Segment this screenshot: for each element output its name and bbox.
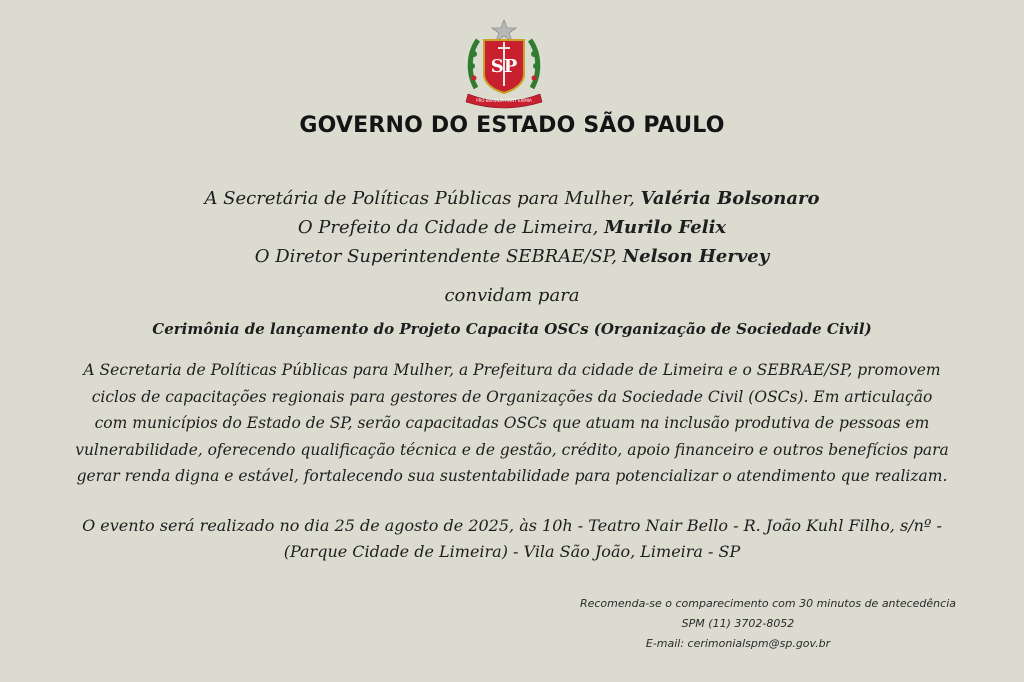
crest-motto: PRO BRASILIA FIANT EXIMIA — [476, 98, 532, 103]
invite-text: convidam para — [444, 285, 580, 306]
description-line: vulnerabilidade, oferecendo qualificação técnica e de gestão, crédito, apoio financeiro e outros benefícios para — [75, 440, 949, 459]
event-title: Cerimônia de lançamento do Projeto Capacita OSCs (Organização de Sociedade Civil) — [152, 320, 872, 338]
description-line: ciclos de capacitações regionais para gestores de Organizações da Sociedade Civil (OSCs). Em articulação — [91, 387, 933, 406]
footer-recommendation: Recomenda-se o comparecimento com 30 minutos de antecedência — [579, 597, 956, 610]
description-line: gerar renda digna e estável, fortalecendo sua sustentabilidade para potencializar o atendimento que realizam. — [76, 467, 948, 485]
footer-contact — [520, 594, 956, 654]
description-line: com municípios do Estado de SP, serão capacitadas OSCs que atuam na inclusão produtiva de pessoas em — [94, 414, 930, 432]
host-role: O Prefeito da Cidade de Limeira, — [297, 217, 605, 238]
footer-phone: SPM (11) 3702-8052 — [681, 617, 795, 630]
host-role: O Diretor Superintendente SEBRAE/SP, — [254, 246, 623, 267]
host-role: A Secretária de Políticas Públicas para Mulher, — [204, 188, 641, 209]
host-line — [0, 242, 1024, 271]
sp-coat-of-arms-icon — [462, 18, 546, 110]
crest-monogram: SP — [490, 56, 518, 77]
host-name: Valéria Bolsonaro — [640, 188, 820, 209]
host-name: Murilo Felix — [604, 217, 727, 238]
event-details-line: O evento será realizado no dia 25 de agosto de 2025, às 10h - Teatro Nair Bello - R. João Kuhl Filho, s/nº - — [82, 516, 942, 535]
hosts-block — [0, 184, 1024, 271]
event-description — [50, 357, 974, 490]
page-title: GOVERNO DO ESTADO SÃO PAULO — [299, 113, 725, 138]
event-details — [40, 513, 984, 565]
footer-email: E-mail: cerimonialspm@sp.gov.br — [645, 637, 831, 650]
host-line — [0, 213, 1024, 242]
host-name: Nelson Hervey — [622, 246, 770, 267]
event-details-line: (Parque Cidade de Limeira) - Vila São João, Limeira - SP — [283, 542, 741, 561]
description-line: A Secretaria de Políticas Públicas para Mulher, a Prefeitura da cidade de Limeira e o SEBRAE/SP, promovem — [83, 361, 941, 379]
host-line — [0, 184, 1024, 213]
